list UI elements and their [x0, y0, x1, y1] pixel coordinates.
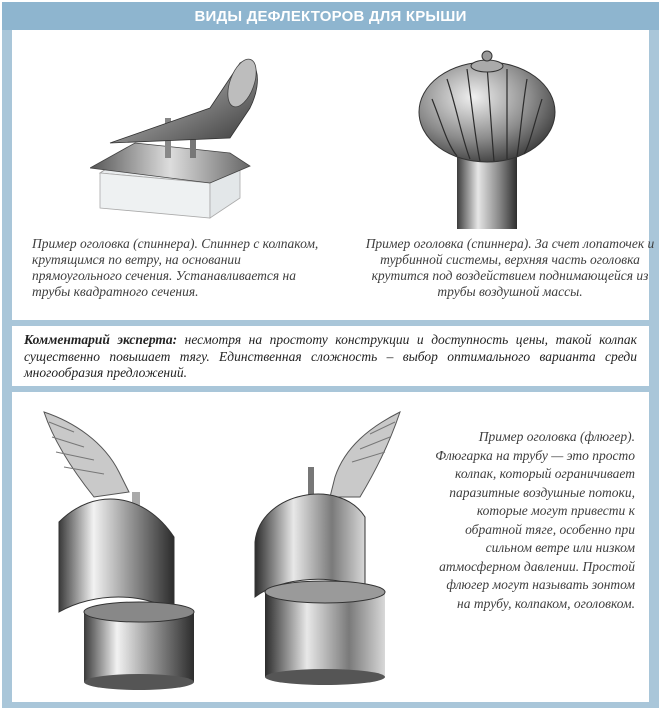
- bottom-panel: [12, 392, 649, 702]
- right-caption: Пример оголовка (спиннера). За счет лопаточек и турбинной системы, верхняя часть оголовка крутится под воздействием поднимающейся из трубы воздушной массы.: [365, 236, 655, 299]
- page-title: ВИДЫ ДЕФЛЕКТОРОВ ДЛЯ КРЫШИ: [2, 2, 659, 30]
- expert-comment-label: Комментарий эксперта:: [24, 332, 178, 347]
- turbine-deflector-image: [412, 44, 562, 229]
- expert-comment: [24, 332, 637, 382]
- left-caption: Пример оголовка (спиннера). Спиннер с колпаком, крутящимся по ветру, на основании прямоугольного сечения. Устанавливается на трубы квадратного сечения.: [32, 236, 319, 299]
- weathervane-deflector-left-image: [34, 402, 204, 692]
- expert-comment-text: несмотря на простоту конструкции и доступность цены, такой колпак существенно повышает тягу. Единственная сложность – выбор оптимального варианта среди многообразия предложений.: [24, 332, 637, 380]
- bottom-caption: Пример оголовка (флюгер). Флюгарка на трубу — это просто колпак, который ограничивает паразитные воздушные потоки, которые могут привести к обратной тяге, особенно при сильном ветре или низком атмосферном давлении. Простой флюгер могут называть зонтом на трубу, колпаком, оголовком.: [435, 429, 635, 611]
- spinner-square-base-image: [90, 48, 270, 228]
- expert-comment-panel: [12, 326, 649, 386]
- weathervane-deflector-right-image: [240, 402, 410, 692]
- top-panel: [12, 30, 655, 320]
- infographic-frame: [2, 2, 659, 708]
